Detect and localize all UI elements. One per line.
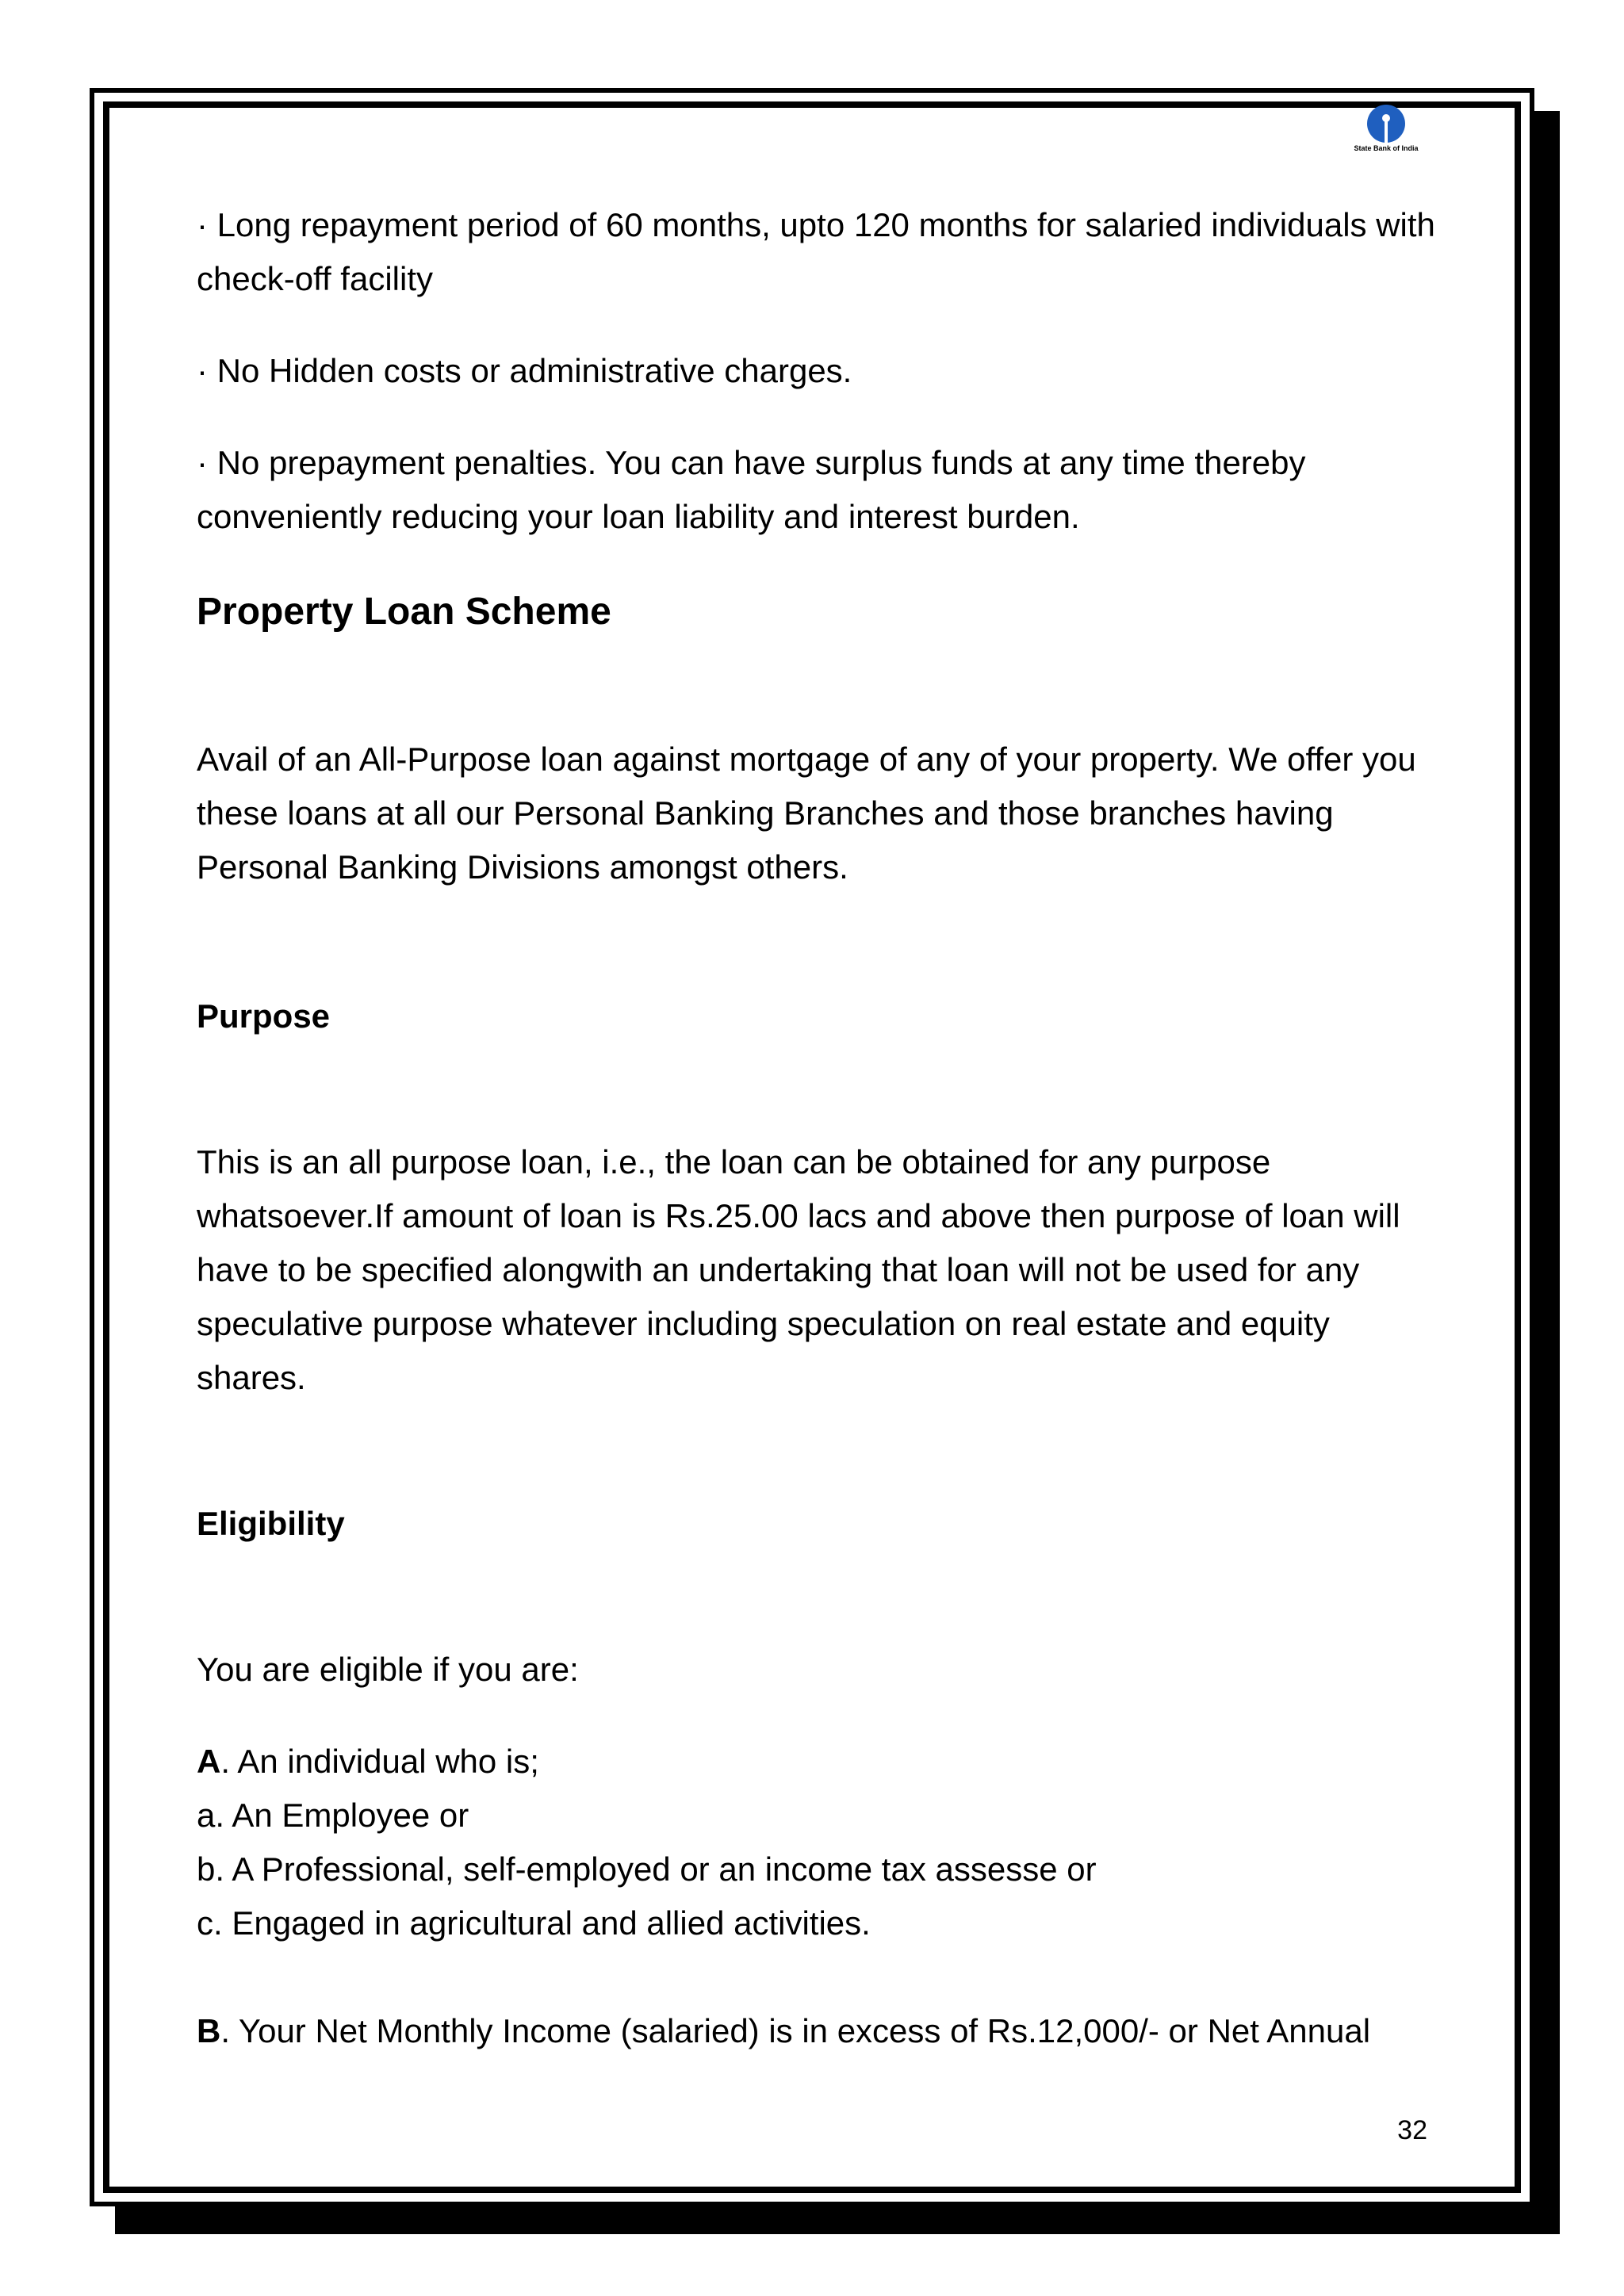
document-body <box>197 198 1442 2058</box>
purpose-paragraph: This is an all purpose loan, i.e., the loan can be obtained for any purpose whatsoever.If amount of loan is Rs.25.00 lacs and above then purpose of loan will have to be specified alongwith an undertaking that loan will not be used for any speculative purpose whatever including speculation on real estate and equity shares. <box>197 1143 1400 1396</box>
eligibility-b-label: B <box>197 2012 221 2049</box>
sbi-logo-text: State Bank of India <box>1354 144 1419 152</box>
sbi-logo-icon <box>1367 105 1405 143</box>
eligibility-subitem: a. An Employee or <box>197 1797 469 1834</box>
eligibility-subitem: c. Engaged in agricultural and allied activities. <box>197 1904 871 1942</box>
eligibility-heading: Eligibility <box>197 1505 345 1542</box>
bullet-repayment-period: · Long repayment period of 60 months, upto 120 months for salaried individuals with check-off facility <box>197 206 1435 297</box>
purpose-heading: Purpose <box>197 997 331 1035</box>
bullet-hidden-costs: · No Hidden costs or administrative charges. <box>197 352 852 389</box>
eligibility-subitem: b. A Professional, self-employed or an income tax assesse or <box>197 1850 1097 1888</box>
page-number: 32 <box>1397 2115 1427 2145</box>
bullet-prepayment: · No prepayment penalties. You can have surplus funds at any time thereby conveniently reducing your loan liability and interest burden. <box>197 444 1306 535</box>
eligibility-item-b <box>197 2004 1442 2058</box>
eligibility-a-text: . An individual who is; <box>220 1743 539 1780</box>
section-title: Property Loan Scheme <box>197 591 611 633</box>
eligibility-intro: You are eligible if you are: <box>197 1651 579 1688</box>
sbi-logo <box>1348 105 1419 160</box>
eligibility-a-label: A <box>197 1743 221 1780</box>
intro-paragraph: Avail of an All-Purpose loan against mortgage of any of your property. We offer you these loans at all our Personal Banking Branches and those branches having Personal Banking Divisions amongst others. <box>197 740 1416 886</box>
eligibility-b-text: . Your Net Monthly Income (salaried) is in excess of Rs.12,000/- or Net Annual <box>220 2012 1371 2049</box>
eligibility-item-a <box>197 1735 1442 1789</box>
